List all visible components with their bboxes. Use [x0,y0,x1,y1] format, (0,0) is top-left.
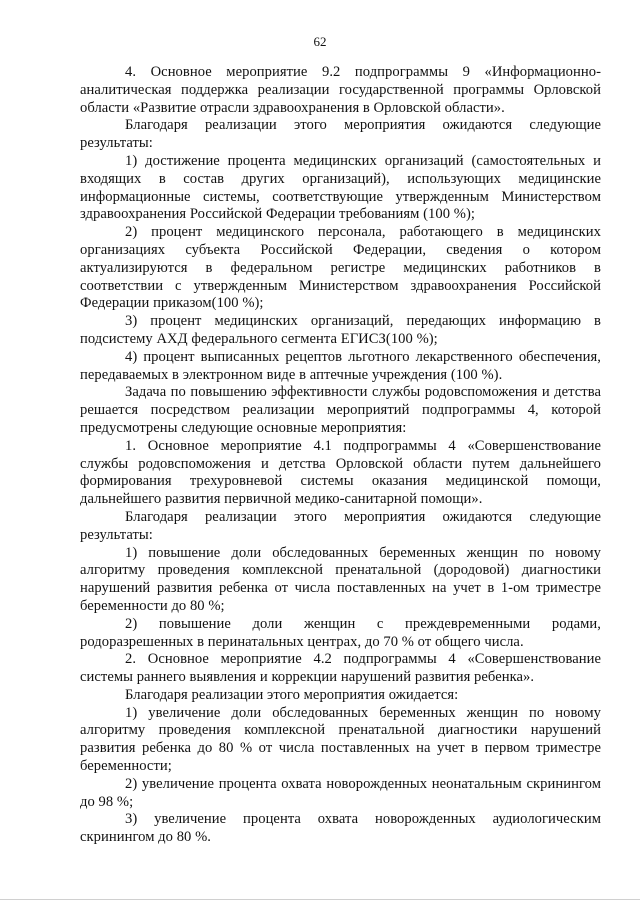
page-number: 62 [313,34,327,49]
paragraph-result-4: 4) процент выписанных рецептов льготного лекарственного обеспечения, передаваемых в электронном виде в аптечные учреждения (100 %). [80,348,601,383]
paragraph-result-4-2-2: 2) увеличение процента охвата новорожденных неонатальным скринингом до 98 %; [80,775,601,810]
paragraph-result-4-2-1: 1) увеличение доли обследованных беременных женщин по новому алгоритму проведения комплексной пренатальной диагностики нарушений развития ребенка до 80 % от числа поставленных на учет в первом триместре беременности; [80,704,601,775]
paragraph-measure-9-2: 4. Основное мероприятие 9.2 подпрограммы 9 «Информационно-аналитическая поддержка реализации государственной программы Орловской области «Развитие отрасли здравоохранения в Орловской области». [80,64,601,116]
bottom-scan-edge [0,899,640,900]
paragraph-task-maternity: Задача по повышению эффективности службы родовспоможения и детства решается посредством реализации мероприятий подпрограммы 4, которой предусмотрены следующие основные мероприятия: [80,384,601,436]
paragraph-result-4-2-3: 3) увеличение процента охвата новорожденных аудиологическим скринингом до 80 %. [80,811,601,846]
paragraph-result-1: 1) достижение процента медицинских организаций (самостоятельных и входящих в состав других организаций), использующих медицинские информационные системы, соответствующие утвержденным Министерством здравоохранения Российской Федерации требованиям (100 %); [80,152,601,223]
paragraph-measure-4-1: 1. Основное мероприятие 4.1 подпрограммы 4 «Совершенствование службы родовспоможения и детства Орловской области путем дальнейшего формирования трехуровневой системы оказания медицинской помощи, дальнейшего развития первичной медико-санитарной помощи». [80,437,601,508]
paragraph-result-4-1-2: 2) повышение доли женщин с преждевременными родами, родоразрешенных в перинатальных центрах, до 70 % от общего числа. [80,615,601,650]
paragraph-expected-results-intro: Благодаря реализации этого мероприятия ожидаются следующие результаты: [80,117,601,152]
paragraph-result-2: 2) процент медицинского персонала, работающего в медицинских организациях субъекта Российской Федерации, сведения о котором актуализируются в федеральном регистре медицинских работников в соответствии с утвержденным Министерством здравоохранения Российской Федерации приказом(100 %); [80,224,601,312]
paragraph-expected-results-intro-2: Благодаря реализации этого мероприятия ожидаются следующие результаты: [80,508,601,543]
paragraph-result-3: 3) процент медицинских организаций, передающих информацию в подсистему АХД федерального сегмента ЕГИСЗ(100 %); [80,313,601,347]
paragraph-expected-intro-3: Благодаря реализации этого мероприятия ожидается: [125,686,459,703]
document-body [80,64,601,847]
paragraph-result-4-1-1: 1) повышение доли обследованных беременных женщин по новому алгоритму проведения комплексной пренатальной (дородовой) диагностики нарушений развития ребенка от числа поставленных на учет в 1-ом триместре беременности до 80 %; [80,544,601,614]
paragraph-measure-4-2: 2. Основное мероприятие 4.2 подпрограммы 4 «Совершенствование системы раннего выявления и коррекции нарушений развития ребенка». [80,651,601,686]
